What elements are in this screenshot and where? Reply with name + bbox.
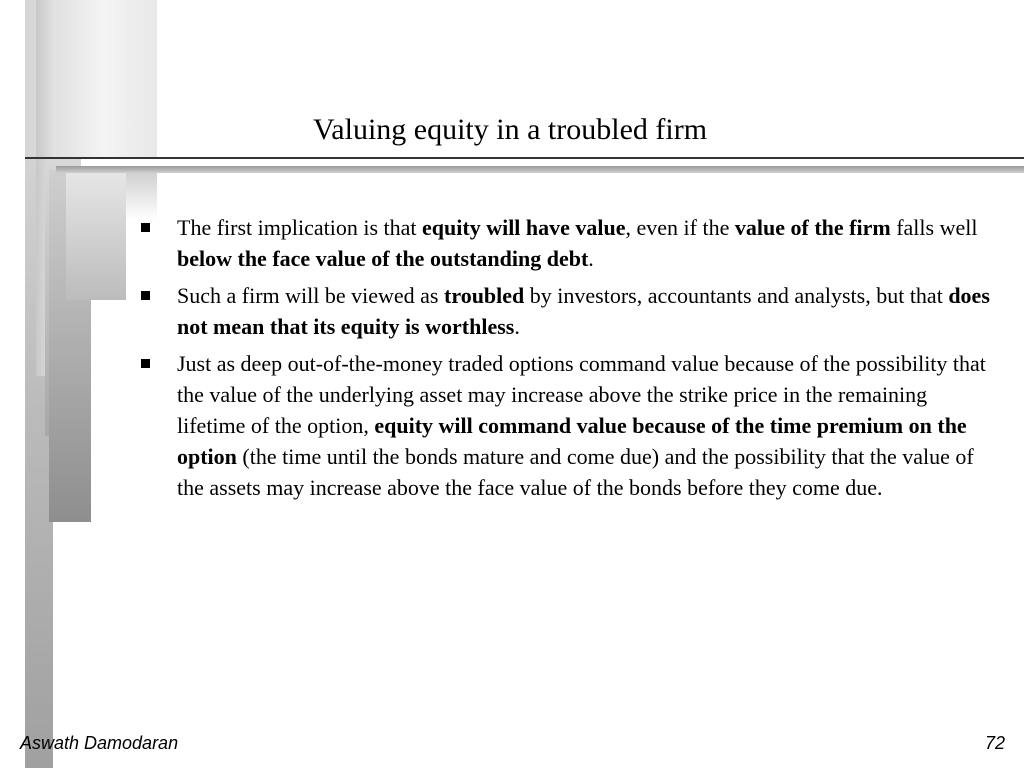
bold-text: equity will command value because of the time premium on the option	[177, 413, 967, 469]
bullet-item	[139, 348, 995, 503]
bold-text: troubled	[444, 283, 525, 308]
bullet-list	[139, 212, 995, 509]
slide-title: Valuing equity in a troubled firm	[312, 113, 708, 146]
footer-author: Aswath Damodaran	[20, 733, 179, 753]
text-run: , even if the	[625, 215, 735, 240]
text-run: Such a firm will be viewed as	[177, 283, 444, 308]
bold-text: equity will have value	[422, 215, 626, 240]
square-bullet-icon	[141, 359, 150, 368]
square-bullet-icon	[141, 291, 150, 300]
text-run: Just as deep out-of-the-money traded options command value because of the possibility that the value of the underlying asset may increase above the strike price in the remaining lifetime of the option,	[177, 351, 986, 438]
bullet-item	[139, 212, 995, 274]
square-bullet-icon	[141, 223, 150, 232]
text-run: The first implication is that	[177, 215, 423, 240]
bold-text: value of the firm	[734, 215, 891, 240]
text-run: (the time until the bonds mature and come due) and the possibility that the value of the assets may increase above the face value of the bonds before they come due.	[177, 444, 974, 500]
text-run: .	[514, 314, 520, 339]
text-run: .	[588, 246, 594, 271]
page-number: 72	[984, 733, 1005, 753]
bold-text: below the face value of the outstanding debt	[177, 246, 589, 271]
bullet-item	[139, 280, 995, 342]
text-run: falls well	[890, 215, 978, 240]
title-divider	[25, 157, 1024, 159]
text-run: by investors, accountants and analysts, but that	[524, 283, 949, 308]
decorative-bar	[66, 172, 126, 300]
bold-text: does not mean that its equity is worthless	[177, 283, 990, 339]
title-underbar	[56, 166, 1024, 173]
